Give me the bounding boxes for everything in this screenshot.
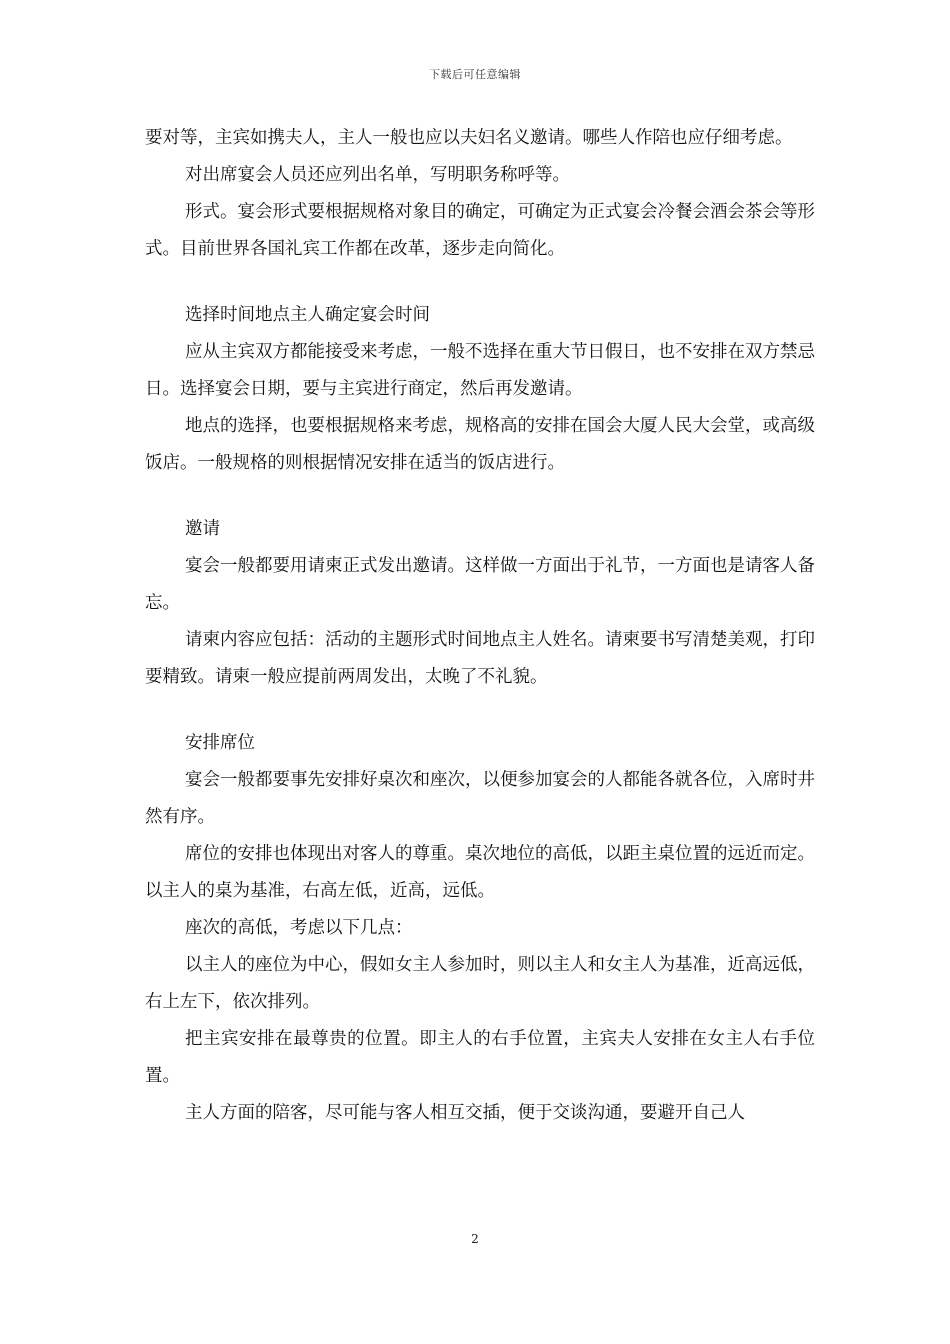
paragraph: 请柬内容应包括：活动的主题形式时间地点主人姓名。请柬要书写清楚美观，打印要精致。请柬一般应提前两周发出，太晚了不礼貌。 [145, 630, 815, 687]
section-heading: 安排席位 [185, 733, 255, 753]
paragraph: 应从主宾双方都能接受来考虑，一般不选择在重大节日假日，也不安排在双方禁忌日。选择宴会日期，要与主宾进行商定，然后再发邀请。 [145, 342, 815, 399]
paragraph: 要对等，主宾如携夫人，主人一般也应以夫妇名义邀请。哪些人作陪也应仔细考虑。 [145, 128, 793, 148]
section-heading: 邀请 [185, 519, 220, 539]
paragraph: 形式。宴会形式要根据规格对象目的确定，可确定为正式宴会冷餐会酒会茶会等形式。目前世界各国礼宾工作都在改革，逐步走向简化。 [145, 202, 815, 259]
paragraph: 对出席宴会人员还应列出名单，写明职务称呼等。 [185, 165, 570, 185]
paragraph: 宴会一般都要事先安排好桌次和座次，以便参加宴会的人都能各就各位，入席时井然有序。 [145, 770, 815, 827]
paragraph: 以主人的座位为中心，假如女主人参加时，则以主人和女主人为基准，近高远低，右上左下，依次排列。 [145, 955, 815, 1012]
paragraph: 宴会一般都要用请柬正式发出邀请。这样做一方面出于礼节，一方面也是请客人备忘。 [145, 556, 815, 613]
paragraph: 席位的安排也体现出对客人的尊重。桌次地位的高低，以距主桌位置的远近而定。以主人的桌为基准，右高左低，近高，远低。 [145, 844, 815, 901]
section-heading: 选择时间地点主人确定宴会时间 [185, 305, 430, 325]
paragraph: 地点的选择，也要根据规格来考虑，规格高的安排在国会大厦人民大会堂，或高级饭店。一般规格的则根据情况安排在适当的饭店进行。 [145, 416, 815, 473]
page-number: 2 [471, 1232, 479, 1246]
document-body [145, 120, 815, 1132]
paragraph: 座次的高低，考虑以下几点： [185, 918, 413, 938]
paragraph: 把主宾安排在最尊贵的位置。即主人的右手位置，主宾夫人安排在女主人右手位置。 [145, 1029, 815, 1086]
page-header: 下载后可任意编辑 [429, 68, 521, 81]
paragraph: 主人方面的陪客，尽可能与客人相互交插，便于交谈沟通，要避开自己人 [185, 1103, 745, 1123]
